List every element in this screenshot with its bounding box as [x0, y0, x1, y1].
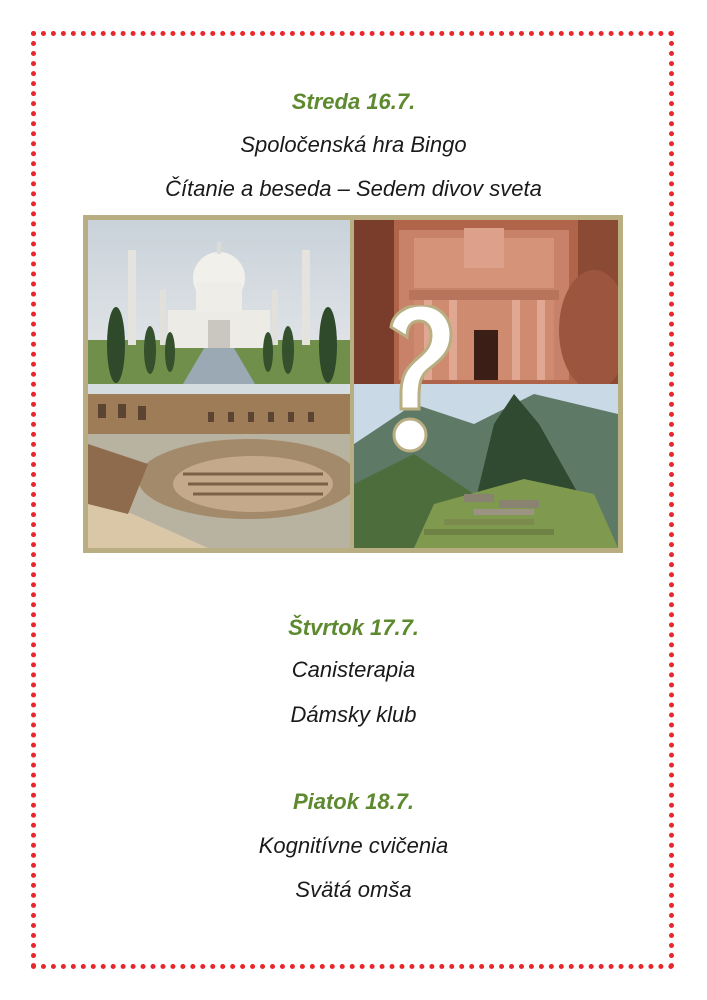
day-heading-friday: Piatok 18.7. — [292, 789, 415, 814]
activity-canistherapy: Canisterapia — [291, 657, 416, 682]
colosseum-photo — [88, 384, 350, 548]
activity-cognitive-exercises: Kognitívne cvičenia — [258, 833, 449, 858]
day-heading-thursday: Štvrtok 17.7. — [288, 615, 419, 640]
seven-wonders-collage — [83, 215, 623, 553]
day-heading-wednesday: Streda 16.7. — [291, 89, 416, 114]
activity-ladies-club: Dámsky klub — [290, 702, 417, 727]
question-mark-icon — [383, 305, 453, 475]
activity-bingo: Spoločenská hra Bingo — [240, 132, 467, 157]
activity-reading-discussion: Čítanie a beseda – Sedem divov sveta — [165, 176, 542, 201]
taj-mahal-photo — [88, 220, 350, 384]
activity-holy-mass: Svätá omša — [295, 877, 412, 902]
